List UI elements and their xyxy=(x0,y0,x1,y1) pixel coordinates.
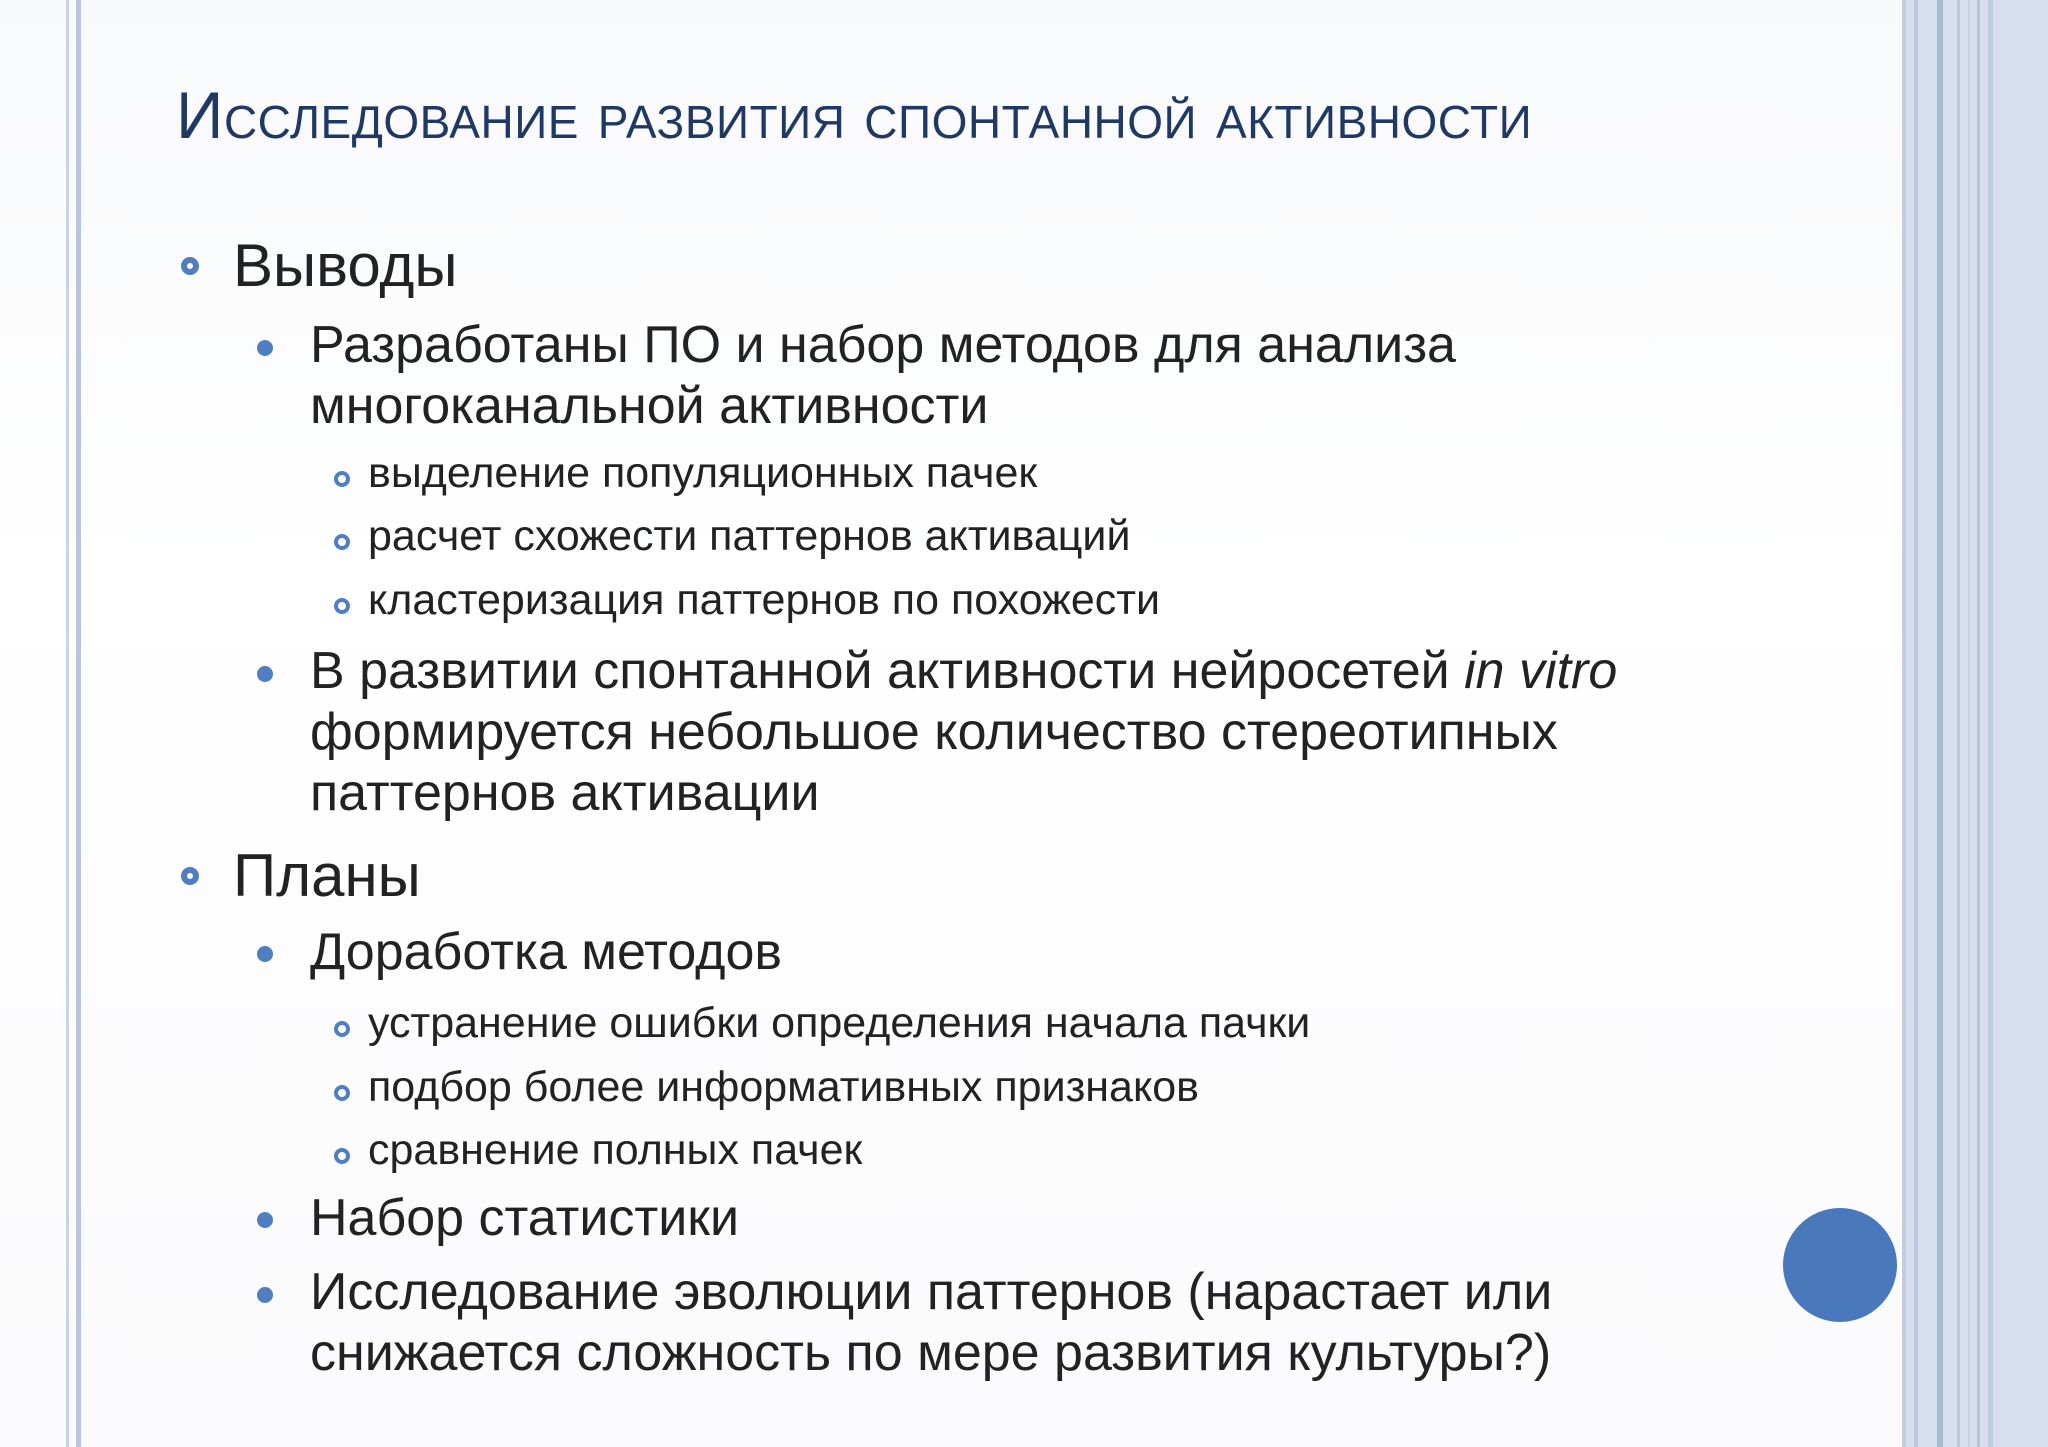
list-item-line: снижается сложность по мере развития культуры?) xyxy=(310,1324,1552,1382)
dot-bullet-icon xyxy=(257,666,273,682)
left-border-line xyxy=(76,0,81,1447)
section-heading-conclusions: Выводы xyxy=(233,232,458,299)
ring-bullet-icon xyxy=(334,1021,350,1037)
right-border-line xyxy=(1902,0,1906,1447)
list-item-line: Разработаны ПО и набор методов для анализа xyxy=(310,316,1456,374)
dot-bullet-icon xyxy=(257,946,273,962)
right-border-line xyxy=(1968,0,1970,1447)
sub-list-item: сравнение полных пачек xyxy=(368,1126,863,1174)
italic-term: in vitro xyxy=(1464,642,1618,700)
ring-bullet-icon xyxy=(334,471,350,487)
dot-bullet-icon xyxy=(257,1287,273,1303)
ring-bullet-icon xyxy=(334,598,350,614)
ring-bullet-icon xyxy=(181,867,199,885)
decorative-circle xyxy=(1783,1208,1897,1322)
right-border-line xyxy=(1937,0,1943,1447)
sub-list-item: подбор более информативных признаков xyxy=(368,1063,1200,1111)
sub-list-item: выделение популяционных пачек xyxy=(368,449,1038,497)
right-border-line xyxy=(1957,0,1960,1447)
list-item-line: формируется небольшое количество стереотипных xyxy=(310,703,1558,761)
left-border-line xyxy=(66,0,69,1447)
ring-bullet-icon xyxy=(334,1085,350,1101)
list-item-line: многоканальной активности xyxy=(310,377,989,435)
sub-list-item: устранение ошибки определения начала пачки xyxy=(368,999,1311,1047)
slide-title: Исследование развития спонтанной активности xyxy=(176,78,1533,152)
list-item-line: Набор статистики xyxy=(310,1189,740,1247)
right-border-band xyxy=(1902,0,2048,1447)
sub-list-item: расчет схожести паттернов активаций xyxy=(368,512,1131,560)
right-border-line xyxy=(1914,0,1918,1447)
ring-bullet-icon xyxy=(334,534,350,550)
sub-list-item: кластеризация паттернов по похожести xyxy=(368,576,1161,624)
list-item-line: паттернов активации xyxy=(310,764,820,822)
dot-bullet-icon xyxy=(257,1212,273,1228)
ring-bullet-icon xyxy=(334,1148,350,1164)
list-item-text: В развитии спонтанной активности нейросетей xyxy=(310,642,1465,700)
section-heading-plans: Планы xyxy=(233,842,421,909)
list-item-line: Исследование эволюции паттернов (нарастает или xyxy=(310,1263,1553,1321)
list-item-line: Доработка методов xyxy=(310,923,783,981)
dot-bullet-icon xyxy=(257,340,273,356)
right-border-line xyxy=(1977,0,1980,1447)
right-border-line xyxy=(1988,0,1993,1447)
list-item-line xyxy=(310,640,1617,702)
ring-bullet-icon xyxy=(181,257,199,275)
